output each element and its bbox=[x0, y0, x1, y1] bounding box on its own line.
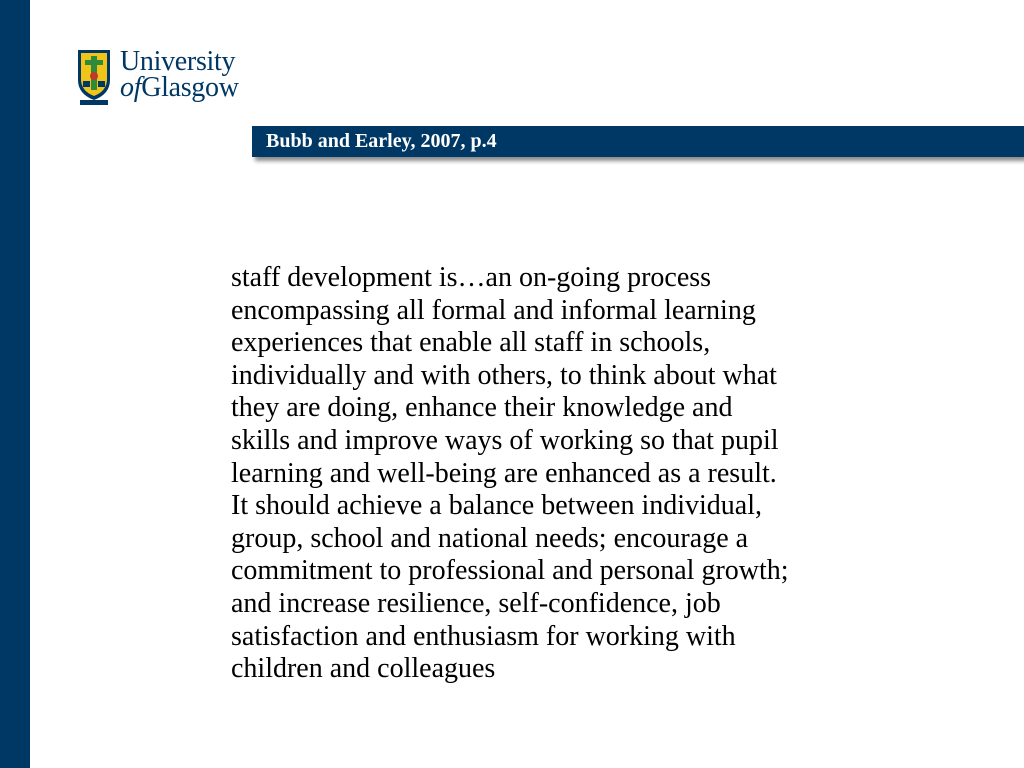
logo-of-glasgow bbox=[120, 74, 239, 102]
logo-university: University bbox=[120, 46, 236, 77]
quote-line: and increase resilience, self-confidence, job bbox=[231, 587, 721, 619]
logo-wordmark bbox=[120, 48, 239, 102]
quote-line: encompassing all formal and informal learning bbox=[231, 294, 756, 326]
quote-line: It should achieve a balance between individual, bbox=[231, 490, 763, 522]
title-bar bbox=[252, 126, 1024, 157]
university-logo bbox=[76, 48, 256, 106]
quote-body bbox=[231, 262, 951, 686]
quote-line: they are doing, enhance their knowledge and bbox=[231, 392, 733, 424]
quote-line: group, school and national needs; encourage a bbox=[231, 522, 749, 554]
quote-line: learning and well-being are enhanced as a result. bbox=[231, 457, 777, 489]
crest-icon bbox=[76, 48, 112, 106]
quote-line: individually and with others, to think about what bbox=[231, 359, 777, 391]
left-accent-bar bbox=[0, 0, 30, 768]
logo-of: of bbox=[120, 72, 142, 103]
quote-line: satisfaction and enthusiasm for working with bbox=[231, 620, 736, 652]
quote-line: children and colleagues bbox=[231, 653, 496, 685]
quote-line: commitment to professional and personal growth; bbox=[231, 555, 789, 587]
quote-line: skills and improve ways of working so that pupil bbox=[231, 424, 779, 456]
logo-glasgow: Glasgow bbox=[141, 72, 239, 103]
quote-line: staff development is…an on-going process bbox=[231, 262, 712, 293]
quote-line: experiences that enable all staff in schools, bbox=[231, 327, 711, 359]
slide-title: Bubb and Earley, 2007, p.4 bbox=[266, 130, 497, 152]
